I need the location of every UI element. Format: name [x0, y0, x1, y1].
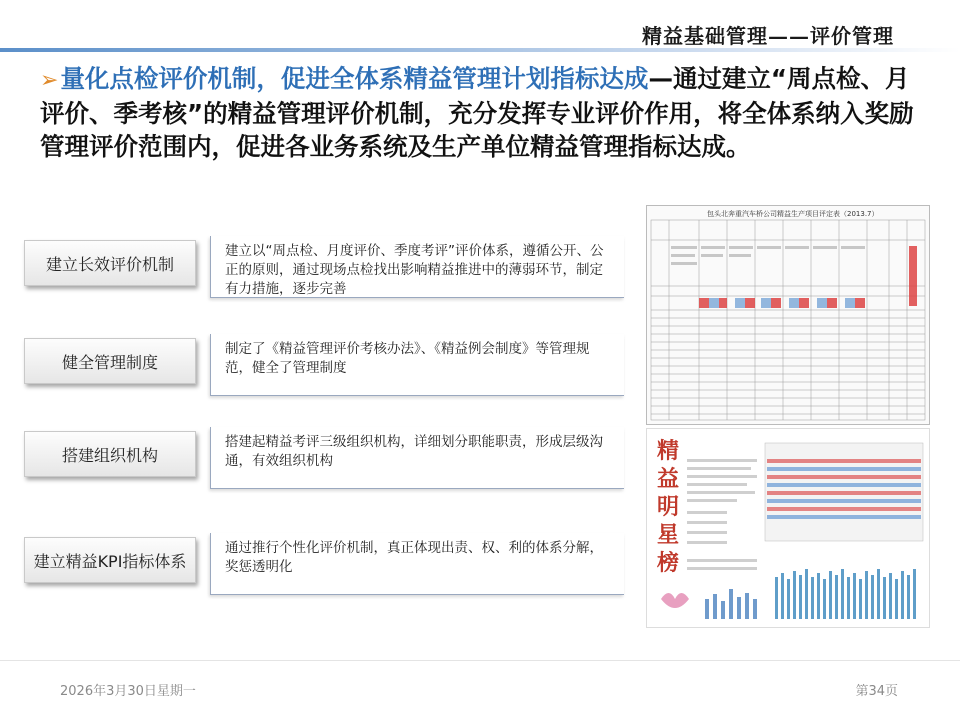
item-label-box: 搭建组织机构 — [24, 431, 196, 477]
intro-paragraph — [40, 62, 930, 163]
item-description: 搭建起精益考评三级组织机构，详细划分职能职责，形成层级沟通，有效组织机构 — [210, 427, 624, 489]
item-row-3 — [24, 431, 634, 501]
item-row-4 — [24, 537, 634, 607]
star-board-image — [646, 428, 930, 628]
evaluation-table-image — [646, 205, 930, 425]
star-board-graphic — [647, 429, 929, 627]
footer-page-number: 第34页 — [855, 684, 898, 699]
evaluation-table-caption: 包头北奔重汽车桥公司精益生产项目评定表（2013.7） — [707, 210, 879, 218]
header-title: 精益基础管理——评价管理 — [642, 24, 894, 48]
evaluation-table-graphic — [647, 206, 929, 424]
item-label-box: 建立精益KPI指标体系 — [24, 537, 196, 583]
intro-lead: 量化点检评价机制，促进全体系精益管理计划指标达成 — [60, 64, 649, 93]
item-label-box: 建立长效评价机制 — [24, 240, 196, 286]
item-label-box: 健全管理制度 — [24, 338, 196, 384]
item-row-2 — [24, 338, 634, 408]
header-divider — [0, 48, 960, 52]
bullet-arrow-icon: ➢ — [40, 68, 59, 93]
item-description: 制定了《精益管理评价考核办法》、《精益例会制度》等管理规范，健全了管理制度 — [210, 334, 624, 396]
footer-date: 2026年3月30日星期一 — [60, 684, 196, 699]
item-row-1 — [24, 240, 634, 310]
star-board-title: 精 益 明 星 榜 — [656, 438, 679, 576]
footer-divider — [0, 660, 960, 661]
intro-rest: —通过建立“周点检、月评价、季考核”的精益管理评价机制，充分发挥专业评价作用，将全体系纳入奖励管理评价范围内，促进各业务系统及生产单位精益管理指标达成。 — [40, 64, 914, 161]
item-description: 通过推行个性化评价机制，真正体现出责、权、利的体系分解，奖惩透明化 — [210, 533, 624, 595]
item-description: 建立以“周点检、月度评价、季度考评”评价体系，遵循公开、公正的原则，通过现场点检找出影响精益推进中的薄弱环节，制定有力措施，逐步完善 — [210, 236, 624, 298]
